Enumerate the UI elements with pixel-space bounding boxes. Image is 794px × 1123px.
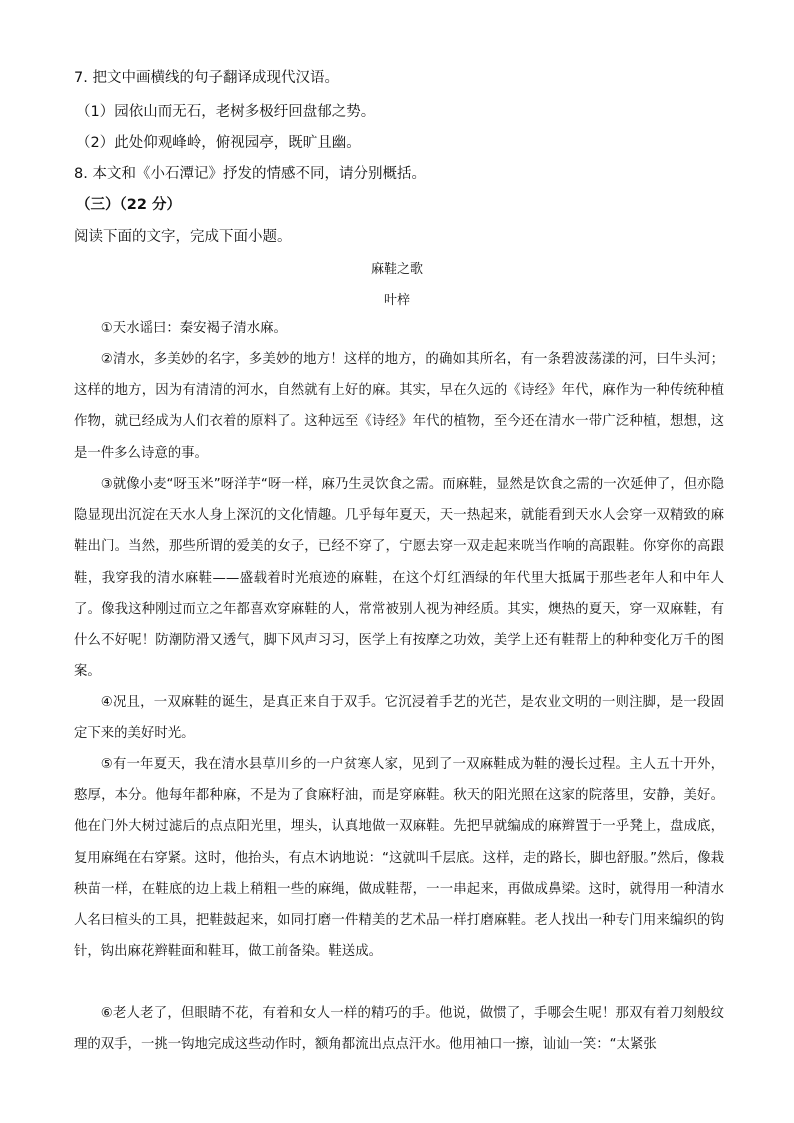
article-paragraph-6: ⑥老人老了，但眼睛不花，有着和女人一样的精巧的手。他说，做惯了，手哪会生呢！那双有着刀刻般纹理的双手，一挑一钩地完成这些动作时，额角都流出点点汗水。他用袖口一擦，讪讪一笑：“太紧张 (74, 1006, 724, 1053)
question-7: 7. 把文中画横线的句子翻译成现代汉语。 (74, 70, 339, 86)
question-7-part-1: （1）园依山而无石，老树多极纡回盘郁之势。 (76, 104, 376, 120)
article-paragraph-3: ③就像小麦“呀玉米”呀洋芋“呀一样，麻乃生灵饮食之需。而麻鞋，显然是饮食之需的一次延伸了，但亦隐隐显现出沉淀在天水人身上深沉的文化情趣。几乎每年夏天，天一热起来，就能看到天水人会穿一双精致的麻鞋出门。当然，那些所谓的爱美的女子，已经不穿了，宁愿去穿一双走起来咣当作响的高跟鞋。你穿你的高跟鞋，我穿我的清水麻鞋——盛载着时光痕迹的麻鞋，在这个灯红酒绿的年代里大抵属于那些老年人和中年人了。像我这种刚过而立之年都喜欢穿麻鞋的人，常常被别人视为神经质。其实，燠热的夏天，穿一双麻鞋，有什么不好呢！防潮防滑又透气，脚下风声习习，医学上有按摩之功效，美学上还有鞋帮上的种种变化万千的图案。 (74, 477, 724, 680)
article-author: 叶梓 (383, 293, 410, 308)
article-paragraph-2: ②清水，多美妙的名字，多美妙的地方！这样的地方，的确如其所名，有一条碧波荡漾的河，曰牛头河；这样的地方，因为有清清的河水，自然就有上好的麻。其实，早在久远的《诗经》年代，麻作为一种传统种植作物，就已经成为人们衣着的原料了。这种远至《诗经》年代的植物，至今还在清水一带广泛种植，想想，这是一件多么诗意的事。 (74, 352, 724, 461)
question-7-part-2: （2）此处仰观峰岭，俯视园亭，既旷且幽。 (76, 135, 361, 151)
section-instruction: 阅读下面的文字，完成下面小题。 (74, 229, 292, 245)
article-paragraph-5: ⑤有一年夏天，我在清水县草川乡的一户贫寒人家，见到了一双麻鞋成为鞋的漫长过程。主人五十开外，憨厚，本分。他每年都种麻，不是为了食麻籽油，而是穿麻鞋。秋天的阳光照在这家的院落里，安静，美好。他在门外大树过滤后的点点阳光里，埋头，认真地做一双麻鞋。先把早就编成的麻辫置于一乎凳上，盘成底，复用麻绳在右穿紧。这时，他抬头，有点木讷地说：“这就叫千层底。这样，走的路长，脚也舒服。”然后，像栽秧苗一样，在鞋底的边上栽上稍粗一些的麻绳，做成鞋帮，一一串起来，再做成鼻梁。这时，就得用一种清水人名曰楦头的工具，把鞋鼓起来，如同打磨一件精美的艺术品一样打磨麻鞋。老人找出一种专门用来编织的钩针，钩出麻花辫鞋面和鞋耳，做工前备染。鞋送成。 (74, 757, 724, 960)
article-paragraph-4: ④况且，一双麻鞋的诞生，是真正来自于双手。它沉浸着手艺的光芒，是农业文明的一则注脚，是一段固定下来的美好时光。 (74, 695, 724, 742)
article-title: 麻鞋之歌 (370, 262, 423, 277)
question-8: 8. 本文和《小石潭记》抒发的情感不同，请分别概括。 (74, 166, 426, 182)
article-paragraph-1: ①天水谣曰：秦安褐子清水麻。 (100, 321, 287, 336)
section-heading: （三）（22 分） (76, 197, 181, 213)
